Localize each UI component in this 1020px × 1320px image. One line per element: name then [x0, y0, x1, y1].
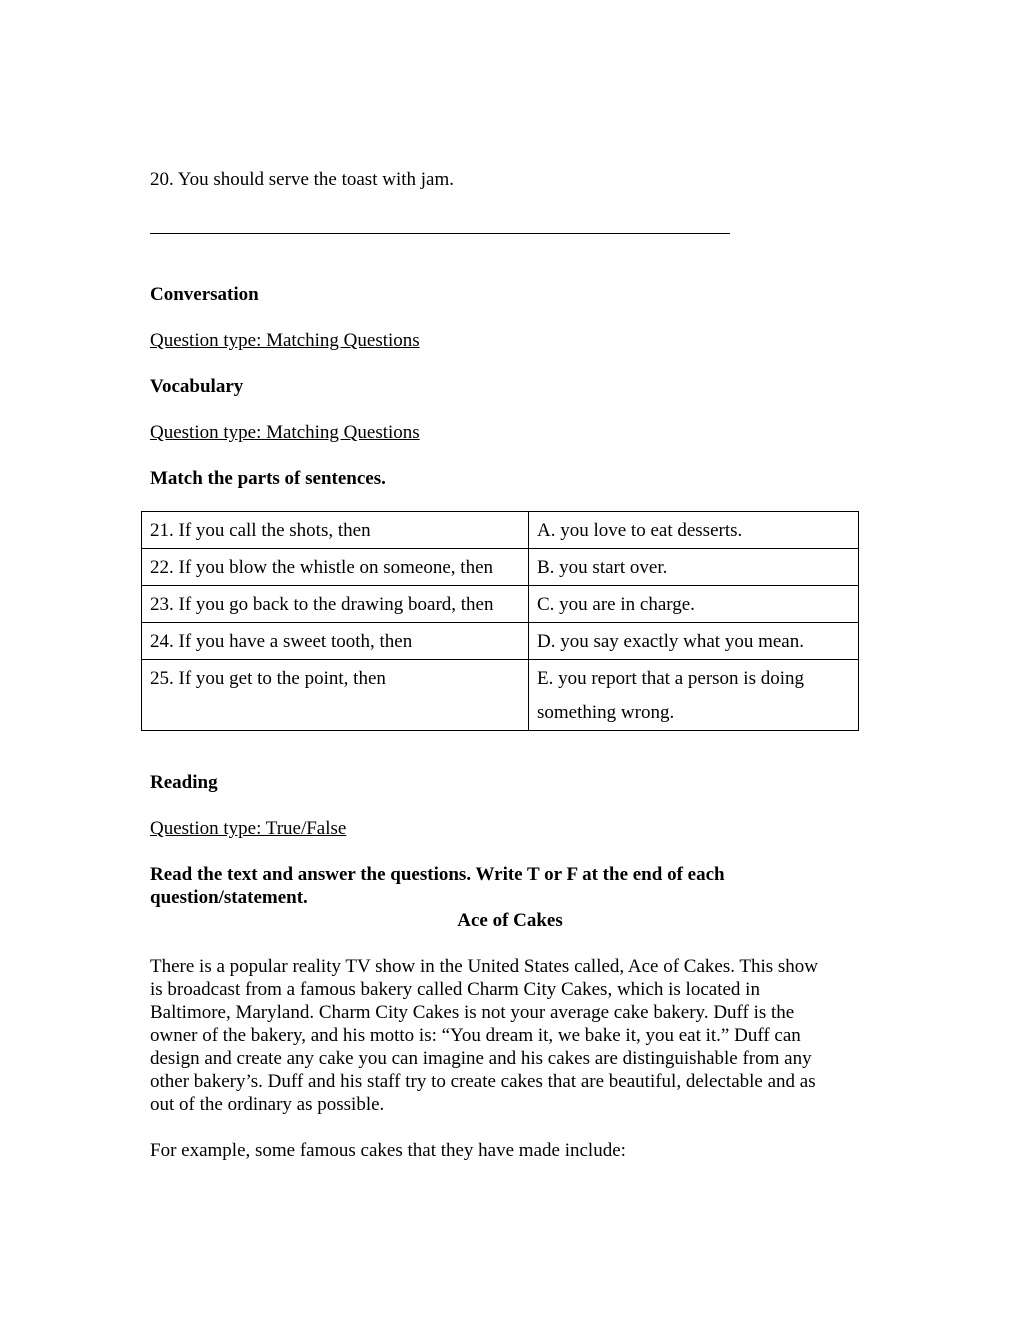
paragraph-line: other bakery’s. Duff and his staff try to create cakes that are beautiful, delectable and as [150, 1071, 816, 1092]
reading-question-type: Question type: True/False [150, 818, 347, 839]
table-row [142, 623, 859, 660]
paragraph-line: is broadcast from a famous bakery called Charm City Cakes, which is located in [150, 979, 760, 1000]
vocabulary-instruction: Match the parts of sentences. [150, 468, 386, 489]
table-cell: D. you say exactly what you mean. [529, 623, 859, 660]
table-row [142, 549, 859, 586]
paragraph-line: design and create any cake you can imagine and his cakes are distinguishable from any [150, 1048, 812, 1069]
table-cell: 23. If you go back to the drawing board, then [142, 586, 529, 623]
table-cell: 22. If you blow the whistle on someone, then [142, 549, 529, 586]
reading-title: Ace of Cakes [457, 910, 563, 931]
table-cell: 25. If you get to the point, then [142, 660, 529, 731]
instruction-line: question/statement. [150, 887, 308, 908]
conversation-heading: Conversation [150, 284, 259, 305]
vocabulary-question-type: Question type: Matching Questions [150, 422, 420, 443]
table-cell: E. you report that a person is doing something wrong. [529, 660, 859, 731]
example-line: For example, some famous cakes that they have made include: [150, 1140, 626, 1161]
table-cell: C. you are in charge. [529, 586, 859, 623]
table-cell: 21. If you call the shots, then [142, 512, 529, 549]
answer-line [150, 233, 730, 234]
paragraph-line: Baltimore, Maryland. Charm City Cakes is not your average cake bakery. Duff is the [150, 1002, 795, 1023]
paragraph-line: owner of the bakery, and his motto is: “You dream it, we bake it, you eat it.” Duff can [150, 1025, 801, 1046]
conversation-question-type: Question type: Matching Questions [150, 330, 420, 351]
table-row [142, 660, 859, 731]
paragraph-line: There is a popular reality TV show in the United States called, Ace of Cakes. This show [150, 956, 819, 977]
matching-table [141, 511, 859, 731]
table-row [142, 586, 859, 623]
table-cell: B. you start over. [529, 549, 859, 586]
table-row [142, 512, 859, 549]
paragraph-line: out of the ordinary as possible. [150, 1094, 385, 1115]
reading-instruction [150, 863, 870, 909]
reading-heading: Reading [150, 772, 218, 793]
vocabulary-heading: Vocabulary [150, 376, 244, 397]
table-cell: A. you love to eat desserts. [529, 512, 859, 549]
question-20: 20. You should serve the toast with jam. [150, 169, 454, 190]
table-cell: 24. If you have a sweet tooth, then [142, 623, 529, 660]
instruction-line: Read the text and answer the questions. Write T or F at the end of each [150, 864, 725, 885]
reading-paragraph [150, 955, 870, 1116]
